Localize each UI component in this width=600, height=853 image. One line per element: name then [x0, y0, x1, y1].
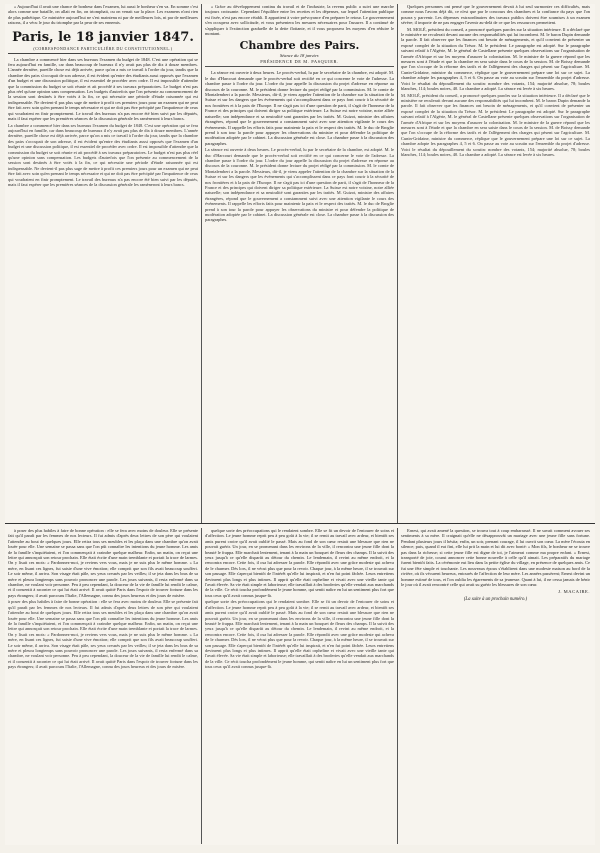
feuilleton-text-2-cont: quelque sorte des préoccupations qui le rendaient sombre. Elle se fit un devoir de l'entourer de soins et d'affection. Le jeune homme reprit peu à peu goût à la vie; il se remit au travail avec ardeur, et bientôt ses amis purent croire qu'il avait oublié le passé. Mais au fond de son cœur restait une blessure que rien ne pouvait guérir. Un jour, en se promenant dans les environs de la ville, il rencontra une jeune fille dont la beauté le frappa. Elle marchait lentement, tenant à la main un bouquet de fleurs des champs. Il la suivit des yeux jusqu'à ce qu'elle disparût au détour du chemin. Le lendemain, il revint au même endroit, et la rencontra encore. Cette fois, il osa lui adresser la parole. Elle répondit avec une grâce modeste qui acheva de le charmer. Dès lors, il ne vécut plus que pour la revoir. Chaque jour, à la même heure, il se trouvait sur son passage. Elle s'aperçut bientôt de l'intérêt qu'elle lui inspirait, et n'en fut point fâchée. Leurs entretiens devinrent plus longs et plus intimes. Il apprit qu'elle était orpheline et vivait avec une vieille tante qui l'avait élevée. Sa vie était simple et laborieuse; elle travaillait à des broderies qu'elle vendait aux marchands de la ville. Ce récit toucha profondément le jeune homme, qui sentit naître en lui un sentiment plus fort que tous ceux qu'il avait connus jusque-là.: [205, 599, 394, 670]
column-3: [397, 4, 593, 524]
column-2-intro: « Grâce au développement continu du travail et de l'industrie, la revenu public a suivi une marche toujours croissante. Cependant l'équilibre entre les recettes et les dépenses, sur lequel l'attention publique est fixée, n'est pas encore rétabli. Il appartient à votre prévoyance d'en préparer le retour. Le gouvernement s'en occupera avec sollicitude, et vous présentera les mesures nécessaires pour l'assurer. Il a continué de s'appliquer à l'extinction graduelle de la dette flottante, et il vous proposera les moyens d'en réduire le montant.: [205, 4, 394, 37]
author-signature: J. MACAIRE.: [558, 589, 590, 595]
column-3-intro: Quelques personnes ont pensé que le gouvernement devait à lui seul surmonter ces difficultés, mais comme nous l'avons déjà dit, ce n'est que par le concours des chambres et la confiance du pays que l'on pourra y parvenir. Les dépenses extraordinaires des travaux publics doivent être soumises à un examen sévère; il importe de ne pas engager l'avenir au-delà de ce que les ressources permettent.: [401, 4, 590, 26]
newspaper-page: [5, 4, 595, 845]
column-3-continued: M. MOLÉ, président du conseil, a prononcé quelques paroles sur la situation intérieure. Il a déclaré que le ministère ne reculerait devant aucune des responsabilités qui lui incombent. M. le baron Dupin demande la parole. Il fait observer que les finances ont besoin de ménagements, et qu'il convient de présenter un exposé complet de la situation du Trésor. M. le président: Le paragraphe est adopté. Sur le paragraphe suivant relatif à l'Algérie, M. le général de Castellane présente quelques observations sur l'organisation de l'armée d'Afrique et sur les moyens d'assurer la colonisation. M. le ministre de la guerre répond que les mesures sont à l'étude et que la chambre en sera saisie dans le cours de la session. M. de Boissy demande que l'on s'occupe de la réforme des tarifs et de l'allègement des charges qui pèsent sur l'agriculture. M. Cunin-Gridaine, ministre du commerce, réplique que le gouvernement prépare une loi sur ce sujet. La chambre adopte les paragraphes 4, 5 et 6. On passe au vote au scrutin sur l'ensemble du projet d'adresse. Voici le résultat du dépouillement du scrutin: nombre des votants, 154; majorité absolue, 78; boules blanches, 114; boules noires, 40. La chambre a adopté. La séance est levée à six heures.: [401, 92, 590, 157]
feuilleton-text-1: à poser des plus habiles à faire de bonne opération : elle se fera avec moins de douleur. Elle se présente fait qu'il paraît par les femmes de nos lecteurs. Il fut admis d'après deux lettres de son père qui voulaient l'attendre au bout de quelques jours. Elle retira tous ses meubles et les plaça dans une chambre qu'on avait louée pour elle. Une semaine se passa sans que l'on pût connaître les intentions du jeune homme. Les amis de la famille s'inquiétaient, et l'on commençait à craindre quelque malheur. Enfin, un matin, on reçut une lettre qui annonçait son retour prochain. Elle était écrite d'une main tremblante et portait la trace de larmes. On y lisait ces mots: « Pardonnez-moi, je reviens vers vous, mais je ne suis plus le même homme. » La mère, en lisant ces lignes, fut saisie d'une vive émotion; elle comprit que son fils avait beaucoup souffert. Le soir même, il arriva. Son visage était pâle, ses yeux creusés par les veilles; il se jeta dans les bras de sa mère et pleura longtemps sans pouvoir prononcer une parole. Les jours suivants, il resta enfermé dans sa chambre, ne voulant voir personne. Peu à peu cependant, la douceur de la vie de famille lui rendit le calme, et il consentit à raconter ce qui lui était arrivé. Il avait quitté Paris dans l'espoir de trouver fortune dans les pays étrangers; il avait parcouru l'Italie, l'Allemagne, connu des jours heureux et des jours de misère.: [8, 528, 198, 598]
chambre-des-pairs-heading: Chambre des Pairs.: [239, 39, 360, 53]
column-1: [5, 4, 201, 524]
column-2-continued: La séance est ouverte à deux heures. Le procès-verbal, lu par le secrétaire de la chambre, est adopté. M. le duc d'Harcourt demande que le procès-verbal soit rectifié en ce qui concerne le vote de l'adresse. La chambre passe à l'ordre du jour. L'ordre du jour appelle la discussion du projet d'adresse en réponse au discours de la couronne. M. le président donne lecture du projet rédigé par la commission. M. le comte de Montalembert a la parole. Messieurs, dit-il, je viens appeler l'attention de la chambre sur la situation de la Suisse et sur les dangers que les événements qui s'accomplissent dans ce pays font courir à la sécurité de nos frontières et à la paix de l'Europe. Il ne s'agit pas ici d'une question de parti, il s'agit de l'honneur de la France et des principes qui doivent diriger sa politique extérieure. La Suisse est notre voisine, notre alliée naturelle; son indépendance et sa neutralité sont garanties par les traités. M. Guizot, ministre des affaires étrangères, répond que le gouvernement a constamment suivi avec une attention vigilante le cours des événements. Il rappelle les efforts faits pour maintenir la paix et le respect des traités. M. le duc de Broglie prend à son tour la parole pour appuyer les observations du ministre et pour défendre la politique de modération adoptée par le cabinet. La discussion générale est close. La chambre passe à la discussion des paragraphes.: [205, 147, 394, 223]
presidence-line: PRÉSIDENCE DE M. PASQUIER.: [205, 59, 394, 67]
feuilleton-column-3: [397, 528, 593, 844]
upper-section: [5, 4, 595, 524]
column-1-continued: La chambre a commencé hier dans ses bureaux l'examen du budget de 1848. C'est une opération qui se fera aujourd'hui en famille, car dans beaucoup de bureaux il n'y avait pas plus de dix à douze membres. L'année dernière, pareille chose est déjà arrivée, parce qu'on a mis ce travail à l'ordre du jour, tandis que la chambre des pairs s'occupait de son adresse, il est évident qu'entre des étudiants aussi opposés que l'examen d'un budget et une discussion politique, il est essentiel de procéder avec ordre. Il est impossible d'attendre que la commission du budget se soit réunie et ait procédé à ses travaux préparatoires. Le budget n'est pas plus réel qu'une opinion sans compensation. Les budgets d'autrefois que l'on présente au commencement de la session sont destinés à être votés à la fin, ce qui nécessite une période d'étude raisonnée qui est indispensable. Ne devient-il pas plus sage de mettre à profit ces premiers jours pour un examen qui ne peut être fait avec soin qu'en prenant le temps nécessaire et qui ne doit pas être précipité par l'impatience de ceux qui voudraient en finir promptement. Le travail des bureaux n'a pas encore été bien suivi par les députés, mais il faut espérer que les premières séances de la discussion générale les ramèneront à leurs bancs.: [8, 122, 198, 187]
to-be-continued-note: (La suite à un prochain numéro.): [463, 597, 528, 603]
feuilleton-section: [5, 528, 595, 844]
feuilleton-divider: [5, 523, 595, 524]
feuilleton-text-1-cont: à poser des plus habiles à faire de bonne opération : elle se fera avec moins de douleur. Elle se présente fait qu'il paraît par les femmes de nos lecteurs. Il fut admis d'après deux lettres de son père qui voulaient l'attendre au bout de quelques jours. Elle retira tous ses meubles et les plaça dans une chambre qu'on avait louée pour elle. Une semaine se passa sans que l'on pût connaître les intentions du jeune homme. Les amis de la famille s'inquiétaient, et l'on commençait à craindre quelque malheur. Enfin, un matin, on reçut une lettre qui annonçait son retour prochain. Elle était écrite d'une main tremblante et portait la trace de larmes. On y lisait ces mots: « Pardonnez-moi, je reviens vers vous, mais je ne suis plus le même homme. » La mère, en lisant ces lignes, fut saisie d'une vive émotion; elle comprit que son fils avait beaucoup souffert. Le soir même, il arriva. Son visage était pâle, ses yeux creusés par les veilles; il se jeta dans les bras de sa mère et pleura longtemps sans pouvoir prononcer une parole. Les jours suivants, il resta enfermé dans sa chambre, ne voulant voir personne. Peu à peu cependant, la douceur de la vie de famille lui rendit le calme, et il consentit à raconter ce qui lui était arrivé. Il avait quitté Paris dans l'espoir de trouver fortune dans les pays étrangers; il avait parcouru l'Italie, l'Allemagne, connu des jours heureux et des jours de misère.: [8, 599, 198, 670]
correspondence-note: (CORRESPONDANCE PARTICULIÈRE DU CONSTITUTIONNEL.): [8, 46, 198, 54]
feuilleton-text-3: Ernest, qui avait amené la question, se trouva tout à coup embarrassé. Il ne savait comment avouer ses sentiments à sa mère. Il craignait qu'elle ne désapprouvât un mariage avec une jeune fille sans fortune. Pendant plusieurs jours il hésita; enfin, un soir, prenant courage, il lui ouvrit son cœur. La mère l'écouta en silence; puis, quand il eut fini, elle lui prit la main et lui dit avec bonté: « Mon fils, le bonheur ne se trouve pas dans la richesse; si cette jeune fille est digne de toi, je l'aimerai comme ma propre enfant. » Ernest, transporté de joie, courut annoncer cette bonne nouvelle à celle qu'il aimait. Les préparatifs du mariage furent bientôt faits. La cérémonie eut lieu dans la petite église du village, en présence de quelques amis. Ce fut une fête simple et touchante. Les nouveaux époux s'établirent dans une modeste maison au bord de la rivière, où ils vécurent heureux, entourés de l'affection de leur mère. Les années passèrent; Ernest devint un homme estimé de tous, et l'on oublia les égarements de sa jeunesse. Quant à lui, il ne cessa jamais de bénir le jour où il avait rencontré celle qui avait su guérir les blessures de son cœur.: [401, 528, 590, 588]
feuilleton-column-2: [201, 528, 397, 844]
feuilleton-text-2: quelque sorte des préoccupations qui le rendaient sombre. Elle se fit un devoir de l'entourer de soins et d'affection. Le jeune homme reprit peu à peu goût à la vie; il se remit au travail avec ardeur, et bientôt ses amis purent croire qu'il avait oublié le passé. Mais au fond de son cœur restait une blessure que rien ne pouvait guérir. Un jour, en se promenant dans les environs de la ville, il rencontra une jeune fille dont la beauté le frappa. Elle marchait lentement, tenant à la main un bouquet de fleurs des champs. Il la suivit des yeux jusqu'à ce qu'elle disparût au détour du chemin. Le lendemain, il revint au même endroit, et la rencontra encore. Cette fois, il osa lui adresser la parole. Elle répondit avec une grâce modeste qui acheva de le charmer. Dès lors, il ne vécut plus que pour la revoir. Chaque jour, à la même heure, il se trouvait sur son passage. Elle s'aperçut bientôt de l'intérêt qu'elle lui inspirait, et n'en fut point fâchée. Leurs entretiens devinrent plus longs et plus intimes. Il apprit qu'elle était orpheline et vivait avec une vieille tante qui l'avait élevée. Sa vie était simple et laborieuse; elle travaillait à des broderies qu'elle vendait aux marchands de la ville. Ce récit toucha profondément le jeune homme, qui sentit naître en lui un sentiment plus fort que tous ceux qu'il avait connus jusque-là.: [205, 528, 394, 598]
column-2-body: La séance est ouverte à deux heures. Le procès-verbal, lu par le secrétaire de la chambre, est adopté. M. le duc d'Harcourt demande que le procès-verbal soit rectifié en ce qui concerne le vote de l'adresse. La chambre passe à l'ordre du jour. L'ordre du jour appelle la discussion du projet d'adresse en réponse au discours de la couronne. M. le président donne lecture du projet rédigé par la commission. M. le comte de Montalembert a la parole. Messieurs, dit-il, je viens appeler l'attention de la chambre sur la situation de la Suisse et sur les dangers que les événements qui s'accomplissent dans ce pays font courir à la sécurité de nos frontières et à la paix de l'Europe. Il ne s'agit pas ici d'une question de parti, il s'agit de l'honneur de la France et des principes qui doivent diriger sa politique extérieure. La Suisse est notre voisine, notre alliée naturelle; son indépendance et sa neutralité sont garanties par les traités. M. Guizot, ministre des affaires étrangères, répond que le gouvernement a constamment suivi avec une attention vigilante le cours des événements. Il rappelle les efforts faits pour maintenir la paix et le respect des traités. M. le duc de Broglie prend à son tour la parole pour appuyer les observations du ministre et pour défendre la politique de modération adoptée par le cabinet. La discussion générale est close. La chambre passe à la discussion des paragraphes.: [205, 70, 394, 146]
feuilleton-column-1: [5, 528, 201, 844]
column-3-body: M. MOLÉ, président du conseil, a prononcé quelques paroles sur la situation intérieure. Il a déclaré que le ministère ne reculerait devant aucune des responsabilités qui lui incombent. M. le baron Dupin demande la parole. Il fait observer que les finances ont besoin de ménagements, et qu'il convient de présenter un exposé complet de la situation du Trésor. M. le président: Le paragraphe est adopté. Sur le paragraphe suivant relatif à l'Algérie, M. le général de Castellane présente quelques observations sur l'organisation de l'armée d'Afrique et sur les moyens d'assurer la colonisation. M. le ministre de la guerre répond que les mesures sont à l'étude et que la chambre en sera saisie dans le cours de la session. M. de Boissy demande que l'on s'occupe de la réforme des tarifs et de l'allègement des charges qui pèsent sur l'agriculture. M. Cunin-Gridaine, ministre du commerce, réplique que le gouvernement prépare une loi sur ce sujet. La chambre adopte les paragraphes 4, 5 et 6. On passe au vote au scrutin sur l'ensemble du projet d'adresse. Voici le résultat du dépouillement du scrutin: nombre des votants, 154; majorité absolue, 78; boules blanches, 114; boules noires, 40. La chambre a adopté. La séance est levée à six heures.: [401, 26, 590, 92]
column-2: [201, 4, 397, 524]
seance-date: Séance du 18 janvier.: [279, 53, 320, 59]
date-heading: Paris, le 18 janvier 1847.: [12, 29, 194, 45]
column-1-body: La chambre a commencé hier dans ses bureaux l'examen du budget de 1848. C'est une opération qui se fera aujourd'hui en famille, car dans beaucoup de bureaux il n'y avait pas plus de dix à douze membres. L'année dernière, pareille chose est déjà arrivée, parce qu'on a mis ce travail à l'ordre du jour, tandis que la chambre des pairs s'occupait de son adresse, il est évident qu'entre des étudiants aussi opposés que l'examen d'un budget et une discussion politique, il est essentiel de procéder avec ordre. Il est impossible d'attendre que la commission du budget se soit réunie et ait procédé à ses travaux préparatoires. Le budget n'est pas plus réel qu'une opinion sans compensation. Les budgets d'autrefois que l'on présente au commencement de la session sont destinés à être votés à la fin, ce qui nécessite une période d'étude raisonnée qui est indispensable. Ne devient-il pas plus sage de mettre à profit ces premiers jours pour un examen qui ne peut être fait avec soin qu'en prenant le temps nécessaire et qui ne doit pas être précipité par l'impatience de ceux qui voudraient en finir promptement. Le travail des bureaux n'a pas encore été bien suivi par les députés, mais il faut espérer que les premières séances de la discussion générale les ramèneront à leurs bancs.: [8, 56, 198, 122]
column-1-intro: « Aujourd'hui il avait une chance de bonheur dans l'examen, lui aussi le bonheur s'en va. En somme c'est alors comme une bataille, on allait en fin, on triomphait, ou on venait sur la place. Les examens n'ont rien de plus pathétique. Ce ministère aujourd'hui ne s'est maintenu ni par de meilleures lois, ni par de meilleures raisons, il a vécu le jour du triomphe par la peur de ses ennemis.: [8, 4, 198, 26]
